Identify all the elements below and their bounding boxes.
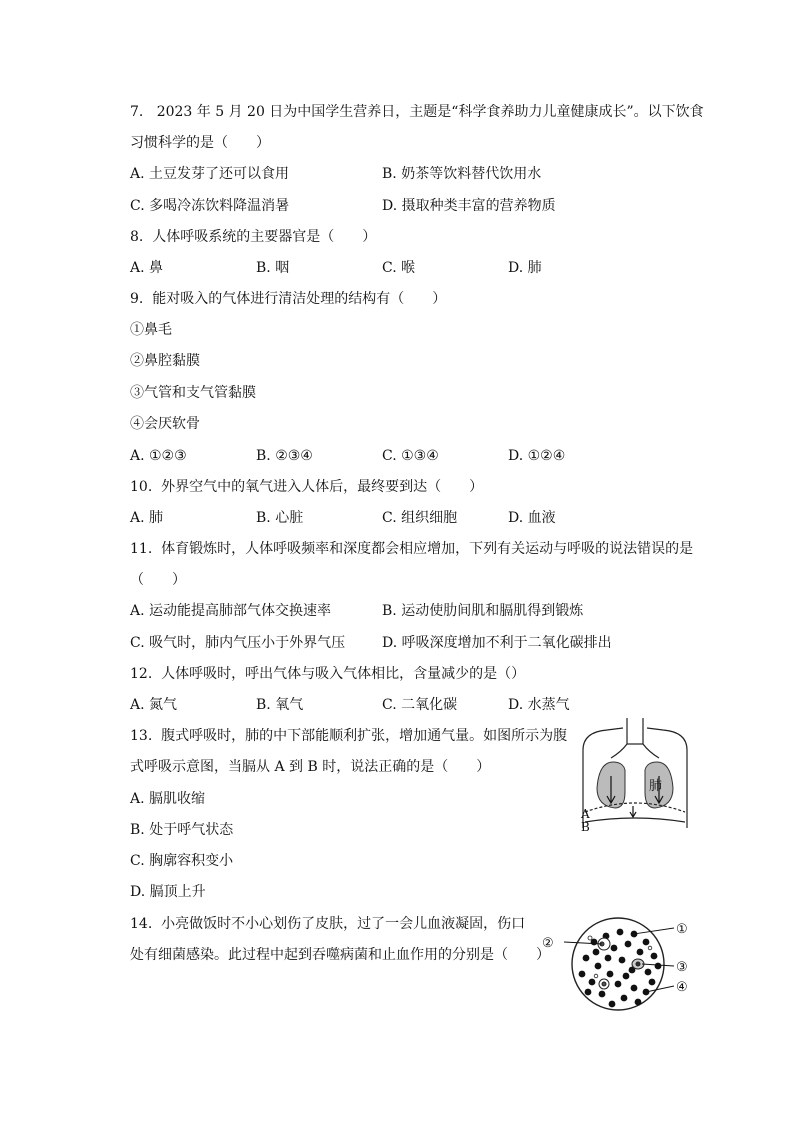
q7-stem-line1: 7. 2023 年 5 月 20 日为中国学生营养日，主题是“科学食养助力儿童健康成长”。以下饮食	[130, 104, 704, 120]
label-b: B	[581, 820, 590, 834]
q11-stem-line1: 11. 体育锻炼时，人体呼吸频率和深度都会相应增加，下列有关运动与呼吸的说法错误的是	[130, 541, 694, 557]
q11-stem-line2: （ ）	[130, 572, 186, 588]
q12-stem: 12. 人体呼吸时，呼出气体与吸入气体相比，含量减少的是（）	[130, 666, 526, 682]
diaphragm-a	[585, 803, 685, 812]
q12-option-b: B. 氧气	[256, 697, 304, 713]
q14-stem-line1: 14. 小亮做饭时不小心划伤了皮肤，过了一会儿血液凝固，伤口	[130, 916, 526, 932]
q7-option-b: B. 奶茶等饮料替代饮用水	[382, 166, 542, 182]
q9-item-4: ④会厌软骨	[130, 416, 200, 432]
q7-option-d: D. 摄取种类丰富的营养物质	[382, 198, 556, 214]
q12-option-c: C. 二氧化碳	[382, 697, 458, 713]
q7-stem-line2: 习惯科学的是（ ）	[130, 135, 270, 151]
q11-option-c: C. 吸气时，肺内气压小于外界气压	[130, 635, 346, 651]
q13-option-c: C. 胸廓容积变小	[130, 853, 234, 869]
q12-option-a: A. 氮气	[130, 697, 178, 713]
q9-item-3: ③气管和支气管黏膜	[130, 385, 256, 401]
q13-option-b: B. 处于呼气状态	[130, 822, 234, 838]
q8-option-c: C. 喉	[382, 260, 416, 276]
label-2: ②	[542, 936, 554, 951]
q13-stem-line2: 式呼吸示意图，当膈从 A 到 B 时，说法正确的是（ ）	[130, 759, 491, 775]
label-1: ①	[676, 922, 688, 937]
q13-option-d: D. 膈顶上升	[130, 884, 206, 900]
q12-option-d: D. 水蒸气	[508, 697, 570, 713]
q9-item-2: ②鼻腔黏膜	[130, 353, 200, 369]
q11-option-b: B. 运动使肋间肌和膈肌得到锻炼	[382, 603, 584, 619]
label-a: A	[581, 807, 590, 821]
q10-option-b: B. 心脏	[256, 510, 304, 526]
label-3: ③	[676, 960, 688, 975]
q10-stem: 10. 外界空气中的氧气进入人体后，最终要到达（ ）	[130, 479, 484, 495]
q13-stem-line1: 13. 腹式呼吸时，肺的中下部能顺利扩张，增加通气量。如图所示为腹	[130, 728, 568, 744]
q9-option-c: C. ①③④	[382, 448, 439, 464]
q7-option-c: C. 多喝冷冻饮料降温消暑	[130, 198, 290, 214]
q9-item-1: ①鼻毛	[130, 322, 172, 338]
q8-stem: 8. 人体呼吸系统的主要器官是（ ）	[130, 229, 377, 245]
diaphragm-arrow	[630, 806, 636, 817]
q8-option-d: D. 肺	[508, 260, 542, 276]
q13-breathing-diagram	[575, 718, 695, 836]
q9-option-b: B. ②③④	[256, 448, 313, 464]
q8-option-a: A. 鼻	[130, 260, 164, 276]
label-4: ④	[676, 980, 688, 995]
diaphragm-b	[585, 818, 685, 822]
q9-stem: 9. 能对吸入的气体进行清洁处理的结构有（ ）	[130, 291, 447, 307]
q10-option-d: D. 血液	[508, 510, 556, 526]
q11-option-d: D. 呼吸深度增加不利于二氧化碳排出	[382, 635, 612, 651]
q14-stem-line2: 处有细菌感染。此过程中起到吞噬病菌和止血作用的分别是（ ）	[130, 947, 550, 963]
q10-option-a: A. 肺	[130, 510, 164, 526]
q7-option-a: A. 土豆发芽了还可以食用	[130, 166, 290, 182]
q9-option-d: D. ①②④	[508, 448, 566, 464]
lung-label: 肺	[649, 779, 663, 794]
q13-option-a: A. 膈肌收缩	[130, 791, 206, 807]
q14-blood-smear-diagram	[538, 912, 698, 1020]
q8-option-b: B. 咽	[256, 260, 290, 276]
q11-option-a: A. 运动能提高肺部气体交换速率	[130, 603, 332, 619]
q10-option-c: C. 组织细胞	[382, 510, 458, 526]
q9-option-a: A. ①②③	[130, 448, 187, 464]
